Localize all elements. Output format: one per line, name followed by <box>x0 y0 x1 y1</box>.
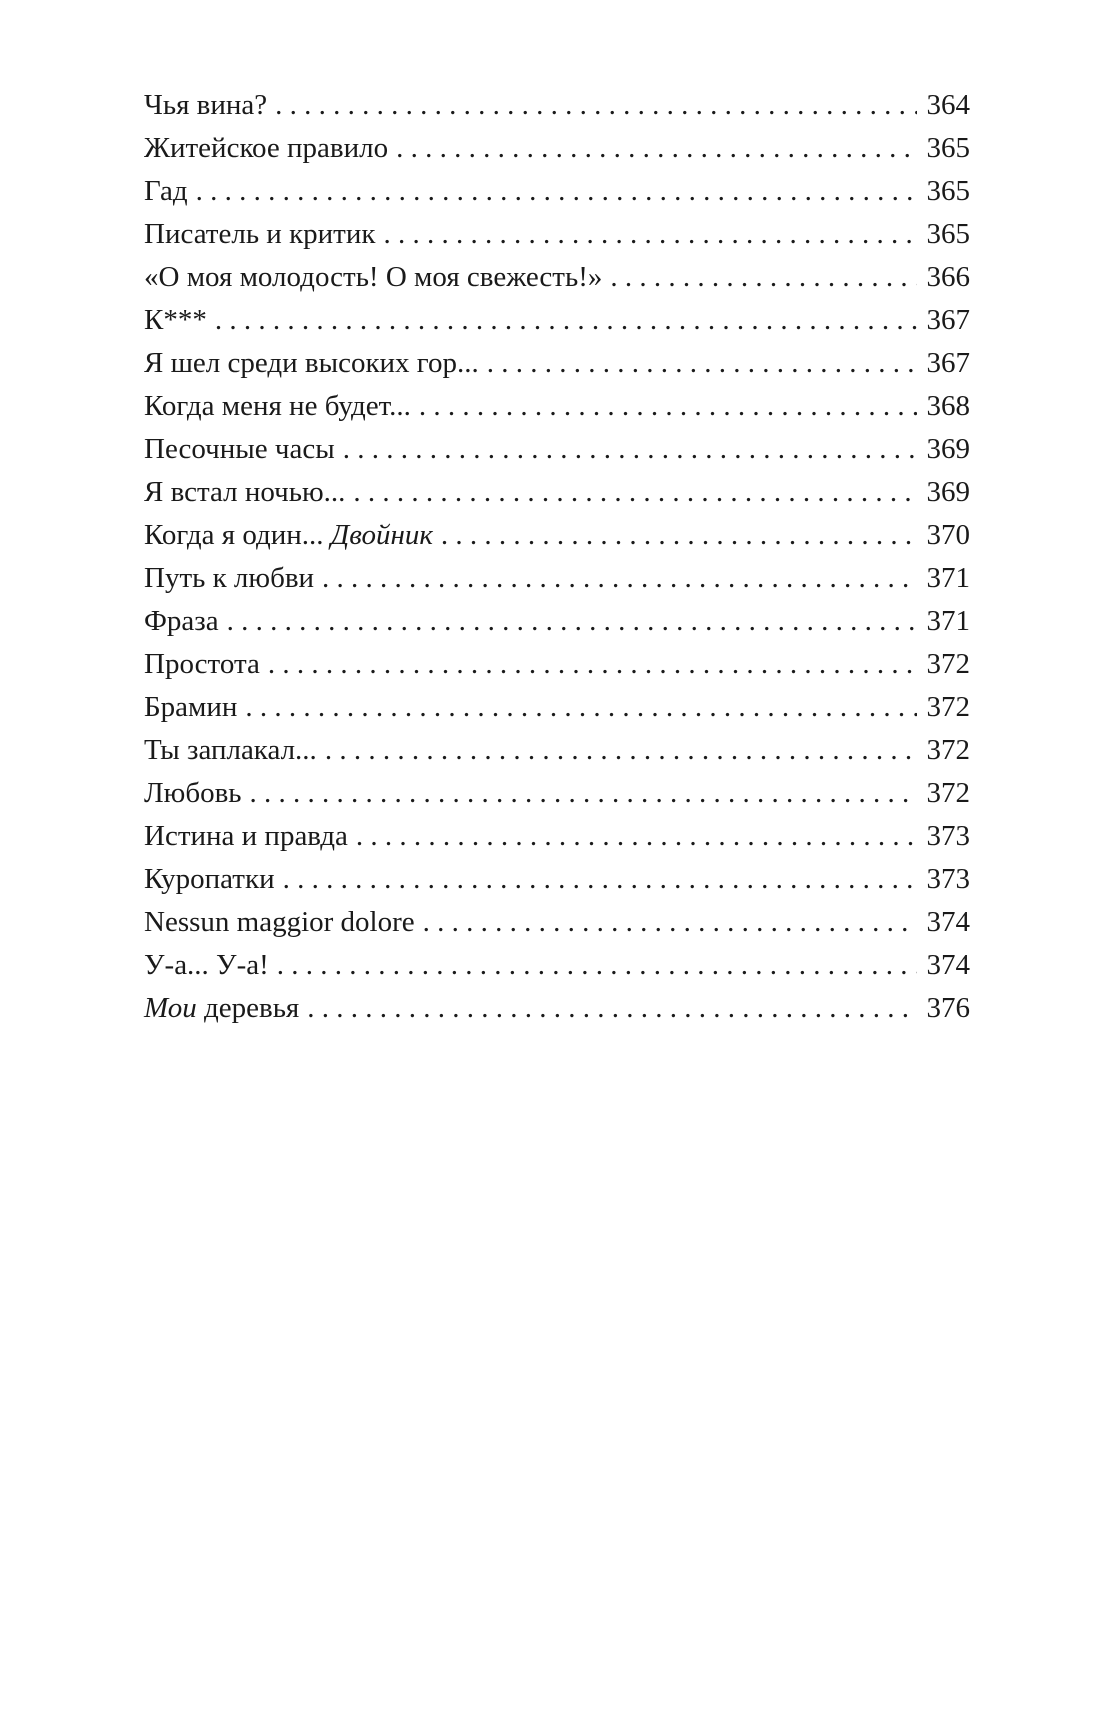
toc-entry-title: «О моя молодость! О моя свежесть!» <box>144 261 603 293</box>
toc-entry-title: Чья вина? <box>144 89 268 121</box>
toc-entry-page: 372 <box>926 648 970 680</box>
toc-dot-leader <box>227 600 917 643</box>
toc-entry-title: Писатель и критик <box>144 218 376 250</box>
toc-entry-title: Ты заплакал... <box>144 734 317 766</box>
toc-dot-leader <box>343 428 917 471</box>
toc-entry <box>144 299 970 342</box>
toc-entry-title: Истина и правда <box>144 820 348 852</box>
toc-entry-page: 369 <box>926 476 970 508</box>
toc-entry-page: 373 <box>926 863 970 895</box>
toc-dot-leader <box>268 643 917 686</box>
toc-entry-page: 371 <box>926 605 970 637</box>
toc-entry-title <box>144 514 441 557</box>
toc-dot-leader <box>610 256 916 299</box>
toc-entry <box>144 858 970 901</box>
toc-entry <box>144 170 970 213</box>
toc-dot-leader <box>277 944 917 987</box>
toc-entry-page: 369 <box>926 433 970 465</box>
toc-entry <box>144 600 970 643</box>
toc-entry-page: 365 <box>926 175 970 207</box>
toc-entry-title: Брамин <box>144 691 238 723</box>
toc-dot-leader <box>441 514 917 557</box>
toc-entry <box>144 471 970 514</box>
toc-entry-title: Простота <box>144 648 260 680</box>
toc-entry-page: 368 <box>926 390 970 422</box>
toc-entry-title: Фраза <box>144 605 219 637</box>
toc-entry <box>144 987 970 1030</box>
toc-entry <box>144 729 970 772</box>
toc-entry <box>144 84 970 127</box>
toc-entry <box>144 901 970 944</box>
toc-dot-leader <box>322 557 916 600</box>
toc-entry-page: 374 <box>926 949 970 981</box>
toc-entry-page: 365 <box>926 218 970 250</box>
toc-entry <box>144 385 970 428</box>
toc-dot-leader <box>275 84 916 127</box>
toc-entry-title-italic: Мои <box>144 992 197 1024</box>
toc-entry <box>144 772 970 815</box>
toc-entry-title: Песочные часы <box>144 433 335 465</box>
toc-entry-page: 364 <box>926 89 970 121</box>
toc-entry <box>144 342 970 385</box>
toc-dot-leader <box>250 772 917 815</box>
toc-entry-page: 370 <box>926 519 970 551</box>
toc-entry <box>144 944 970 987</box>
table-of-contents <box>144 84 970 1030</box>
toc-dot-leader <box>307 987 916 1030</box>
toc-entry-title: Куропатки <box>144 863 275 895</box>
toc-dot-leader <box>356 815 917 858</box>
toc-dot-leader <box>383 213 916 256</box>
toc-dot-leader <box>196 170 917 213</box>
toc-dot-leader <box>283 858 917 901</box>
toc-entry-title: Когда меня не будет... <box>144 390 411 422</box>
toc-entry-page: 367 <box>926 347 970 379</box>
toc-entry <box>144 213 970 256</box>
toc-dot-leader <box>423 901 917 944</box>
toc-entry-title: Я шел среди высоких гор... <box>144 347 479 379</box>
toc-entry-page: 365 <box>926 132 970 164</box>
toc-entry-page: 373 <box>926 820 970 852</box>
toc-entry-title: Nessun maggior dolore <box>144 906 415 938</box>
toc-entry-page: 372 <box>926 777 970 809</box>
toc-entry-title: У-а... У-а! <box>144 949 269 981</box>
toc-entry-page: 366 <box>926 261 970 293</box>
toc-entry <box>144 514 970 557</box>
toc-entry <box>144 557 970 600</box>
toc-entry-page: 371 <box>926 562 970 594</box>
toc-entry-title: Любовь <box>144 777 242 809</box>
toc-entry-title: Гад <box>144 175 188 207</box>
toc-entry-page: 376 <box>926 992 970 1024</box>
toc-dot-leader <box>487 342 917 385</box>
toc-entry-title-italic: Двойник <box>330 519 433 551</box>
toc-dot-leader <box>245 686 916 729</box>
toc-entry-title-roman: деревья <box>204 992 300 1024</box>
toc-entry <box>144 428 970 471</box>
toc-entry <box>144 643 970 686</box>
toc-entry <box>144 127 970 170</box>
toc-entry-page: 374 <box>926 906 970 938</box>
toc-entry-page: 372 <box>926 691 970 723</box>
toc-entry <box>144 686 970 729</box>
toc-entry <box>144 815 970 858</box>
toc-dot-leader <box>353 471 916 514</box>
toc-entry <box>144 256 970 299</box>
toc-entry-title: Я встал ночью... <box>144 476 346 508</box>
toc-entry-title <box>144 987 307 1030</box>
toc-dot-leader <box>325 729 917 772</box>
toc-entry-page: 372 <box>926 734 970 766</box>
toc-dot-leader <box>396 127 916 170</box>
toc-dot-leader <box>419 385 917 428</box>
toc-dot-leader <box>215 299 917 342</box>
toc-entry-title: К*** <box>144 304 207 336</box>
toc-entry-title: Житейское правило <box>144 132 389 164</box>
toc-entry-title: Путь к любви <box>144 562 315 594</box>
toc-entry-page: 367 <box>926 304 970 336</box>
toc-entry-title-roman: Когда я один... <box>144 519 324 551</box>
